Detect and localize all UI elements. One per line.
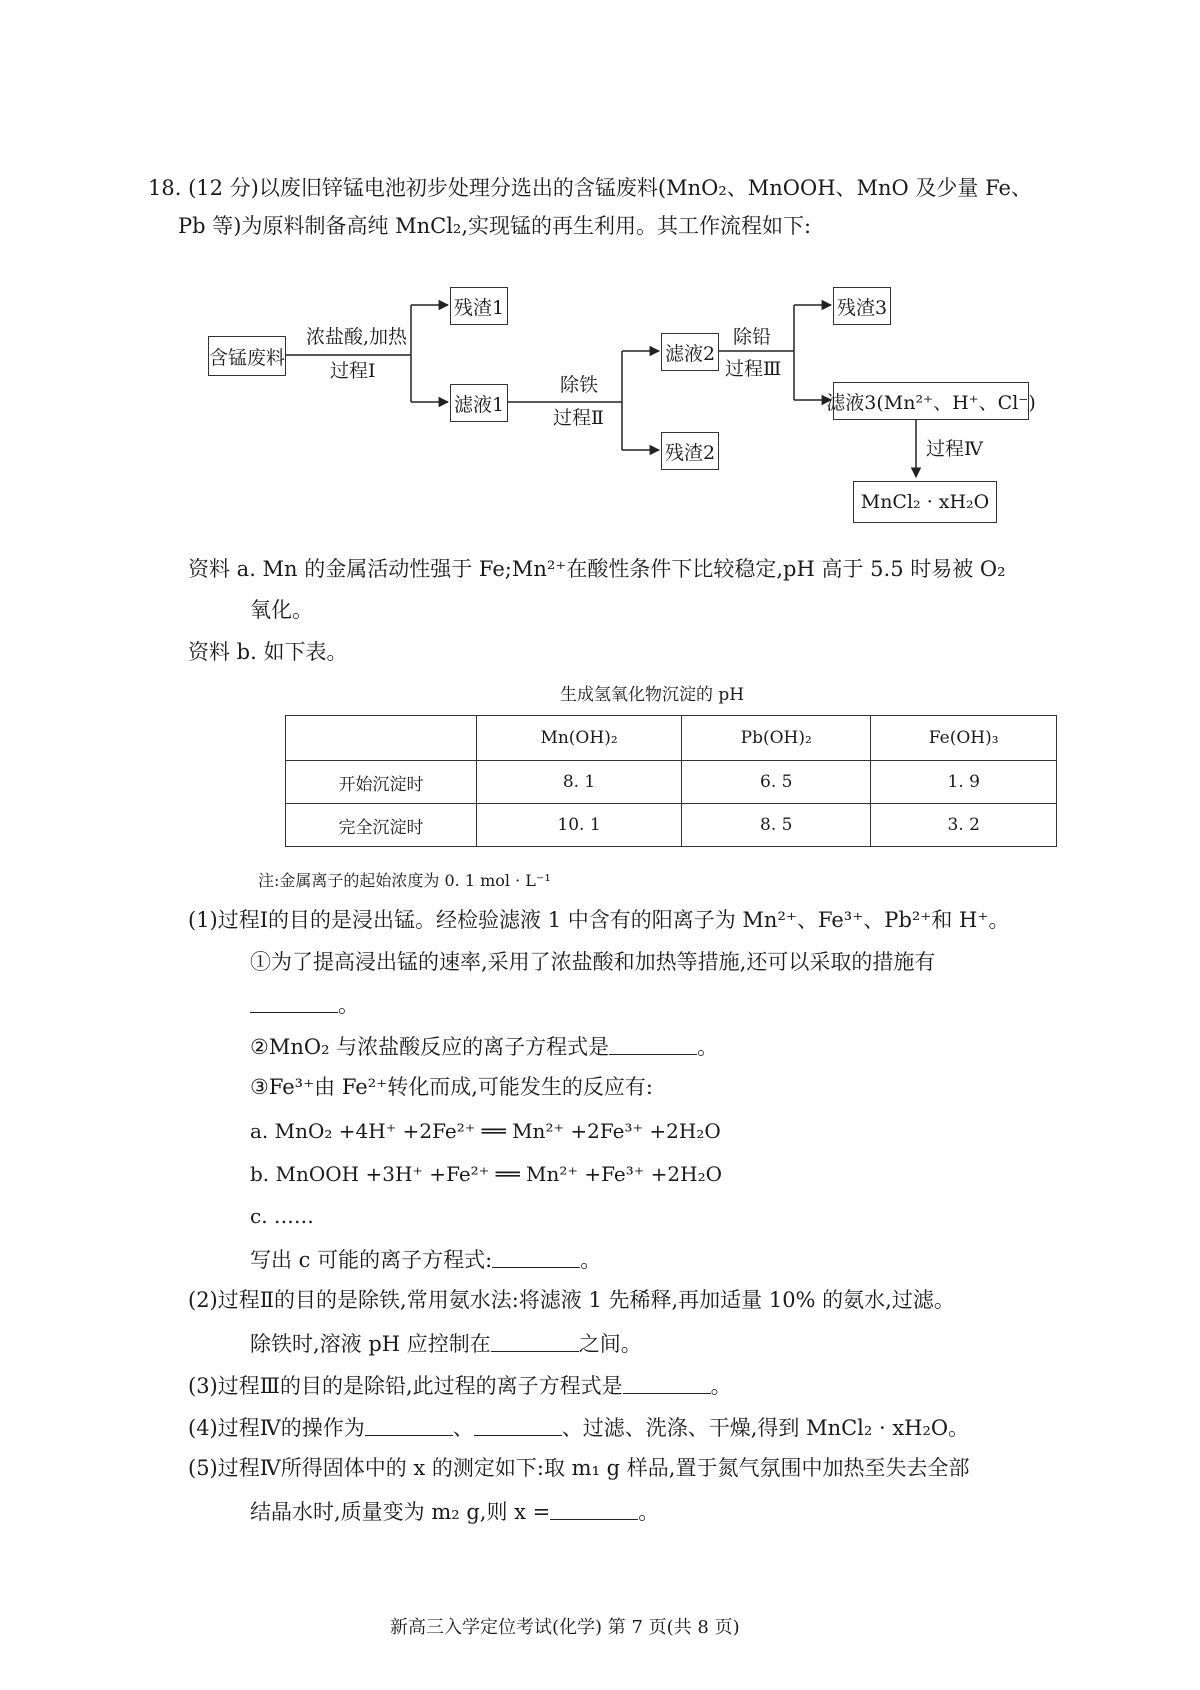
flow-filtrate3-box: 滤液3(Mn²⁺、H⁺、Cl⁻) <box>833 382 1029 420</box>
answer-blank[interactable] <box>492 1248 580 1268</box>
table-header-row <box>286 716 1057 761</box>
answer-blank[interactable] <box>250 993 338 1013</box>
answer-blank[interactable] <box>365 1416 453 1436</box>
flow-start-box: 含锰废料 <box>208 336 286 376</box>
flow-filtrate1-box: 滤液1 <box>450 384 508 422</box>
q1-sub1-line-2: 。 <box>250 993 359 1016</box>
equation-c: c. …… <box>250 1204 314 1228</box>
flow-step4: 过程Ⅳ <box>926 438 983 460</box>
q1-sub3: ③Fe³⁺由 Fe²⁺转化而成,可能发生的反应有: <box>250 1075 653 1099</box>
question-score: (12 分) <box>188 176 259 200</box>
table-row <box>286 804 1057 847</box>
q2-line-2: 除铁时,溶液 pH 应控制在 之间。 <box>250 1331 642 1356</box>
answer-blank[interactable] <box>609 1035 697 1055</box>
q4-line: (4)过程Ⅳ的操作为 、 、过滤、洗涤、干燥,得到 MnCl₂ · xH₂O。 <box>188 1415 970 1440</box>
q2-line-1: (2)过程Ⅱ的目的是除铁,常用氨水法:将滤液 1 先稀释,再加适量 10% 的氨水,过滤。 <box>188 1288 955 1312</box>
flow-step1-bottom: 过程Ⅰ <box>330 360 376 382</box>
flow-filtrate2-box: 滤液2 <box>661 333 719 371</box>
q1-write-c: 写出 c 可能的离子方程式: 。 <box>250 1247 602 1272</box>
material-a-line-2: 氧化。 <box>250 598 313 622</box>
question-number: 18. <box>148 176 182 200</box>
q1-sub2: ②MnO₂ 与浓盐酸反应的离子方程式是 。 <box>250 1034 719 1059</box>
flowchart-arrows <box>0 0 1200 520</box>
answer-blank[interactable] <box>474 1416 562 1436</box>
flow-step3-top: 除铅 <box>733 326 772 348</box>
table-cell: 8. 1 <box>477 761 682 804</box>
table-cell: 3. 2 <box>871 804 1057 847</box>
answer-blank[interactable] <box>623 1374 711 1394</box>
equation-a: a. MnO₂ +4H⁺ +2Fe²⁺ ══ Mn²⁺ +2Fe³⁺ +2H₂O <box>250 1119 721 1143</box>
ph-table <box>285 715 1057 847</box>
flow-residue3-box: 残渣3 <box>833 287 891 325</box>
flow-residue1-box: 残渣1 <box>450 287 508 325</box>
question-intro-1: 以废旧锌锰电池初步处理分选出的含锰废料(MnO₂、MnOOH、MnO 及少量 Fe、 <box>258 176 1032 200</box>
table-header-cell: Pb(OH)₂ <box>682 716 871 761</box>
q1-sub1-line-1: ①为了提高浸出锰的速率,采用了浓盐酸和加热等措施,还可以采取的措施有 <box>250 950 936 974</box>
flow-step2-top: 除铁 <box>560 374 599 396</box>
answer-blank[interactable] <box>491 1332 579 1352</box>
question-intro-2: Pb 等)为原料制备高纯 MnCl₂,实现锰的再生利用。其工作流程如下: <box>178 214 812 238</box>
material-b: 资料 b. 如下表。 <box>188 640 348 664</box>
flow-product-box: MnCl₂ · xH₂O <box>853 481 997 523</box>
flow-residue2-box: 残渣2 <box>661 432 719 470</box>
flow-step3-bottom: 过程Ⅲ <box>725 358 782 380</box>
table-header-cell: Fe(OH)₃ <box>871 716 1057 761</box>
table-header-cell: Mn(OH)₂ <box>477 716 682 761</box>
q3-line: (3)过程Ⅲ的目的是除铅,此过程的离子方程式是 。 <box>188 1373 732 1398</box>
answer-blank[interactable] <box>550 1500 638 1520</box>
table-row <box>286 761 1057 804</box>
table-cell: 6. 5 <box>682 761 871 804</box>
page-footer: 新高三入学定位考试(化学) 第 7 页(共 8 页) <box>390 1617 740 1638</box>
table-note: 注:金属离子的起始浓度为 0. 1 mol · L⁻¹ <box>258 871 551 890</box>
table-header-cell <box>286 716 477 761</box>
equation-b: b. MnOOH +3H⁺ +Fe²⁺ ══ Mn²⁺ +Fe³⁺ +2H₂O <box>250 1162 722 1186</box>
table-caption: 生成氢氧化物沉淀的 pH <box>560 685 745 705</box>
table-cell: 10. 1 <box>477 804 682 847</box>
flow-step1-top: 浓盐酸,加热 <box>306 326 408 348</box>
table-row-label: 开始沉淀时 <box>286 761 477 804</box>
material-a-line-1: 资料 a. Mn 的金属活动性强于 Fe;Mn²⁺在酸性条件下比较稳定,pH 高于 5.5 时易被 O₂ <box>188 557 1006 581</box>
table-cell: 1. 9 <box>871 761 1057 804</box>
table-cell: 8. 5 <box>682 804 871 847</box>
q1-stem: (1)过程Ⅰ的目的是浸出锰。经检验滤液 1 中含有的阳离子为 Mn²⁺、Fe³⁺、Pb²⁺和 H⁺。 <box>188 908 1010 932</box>
q5-line-1: (5)过程Ⅳ所得固体中的 x 的测定如下:取 m₁ g 样品,置于氮气氛围中加热至失去全部 <box>188 1456 970 1480</box>
table-row-label: 完全沉淀时 <box>286 804 477 847</box>
q5-line-2: 结晶水时,质量变为 m₂ g,则 x = 。 <box>250 1499 660 1524</box>
flow-step2-bottom: 过程Ⅱ <box>553 407 604 429</box>
